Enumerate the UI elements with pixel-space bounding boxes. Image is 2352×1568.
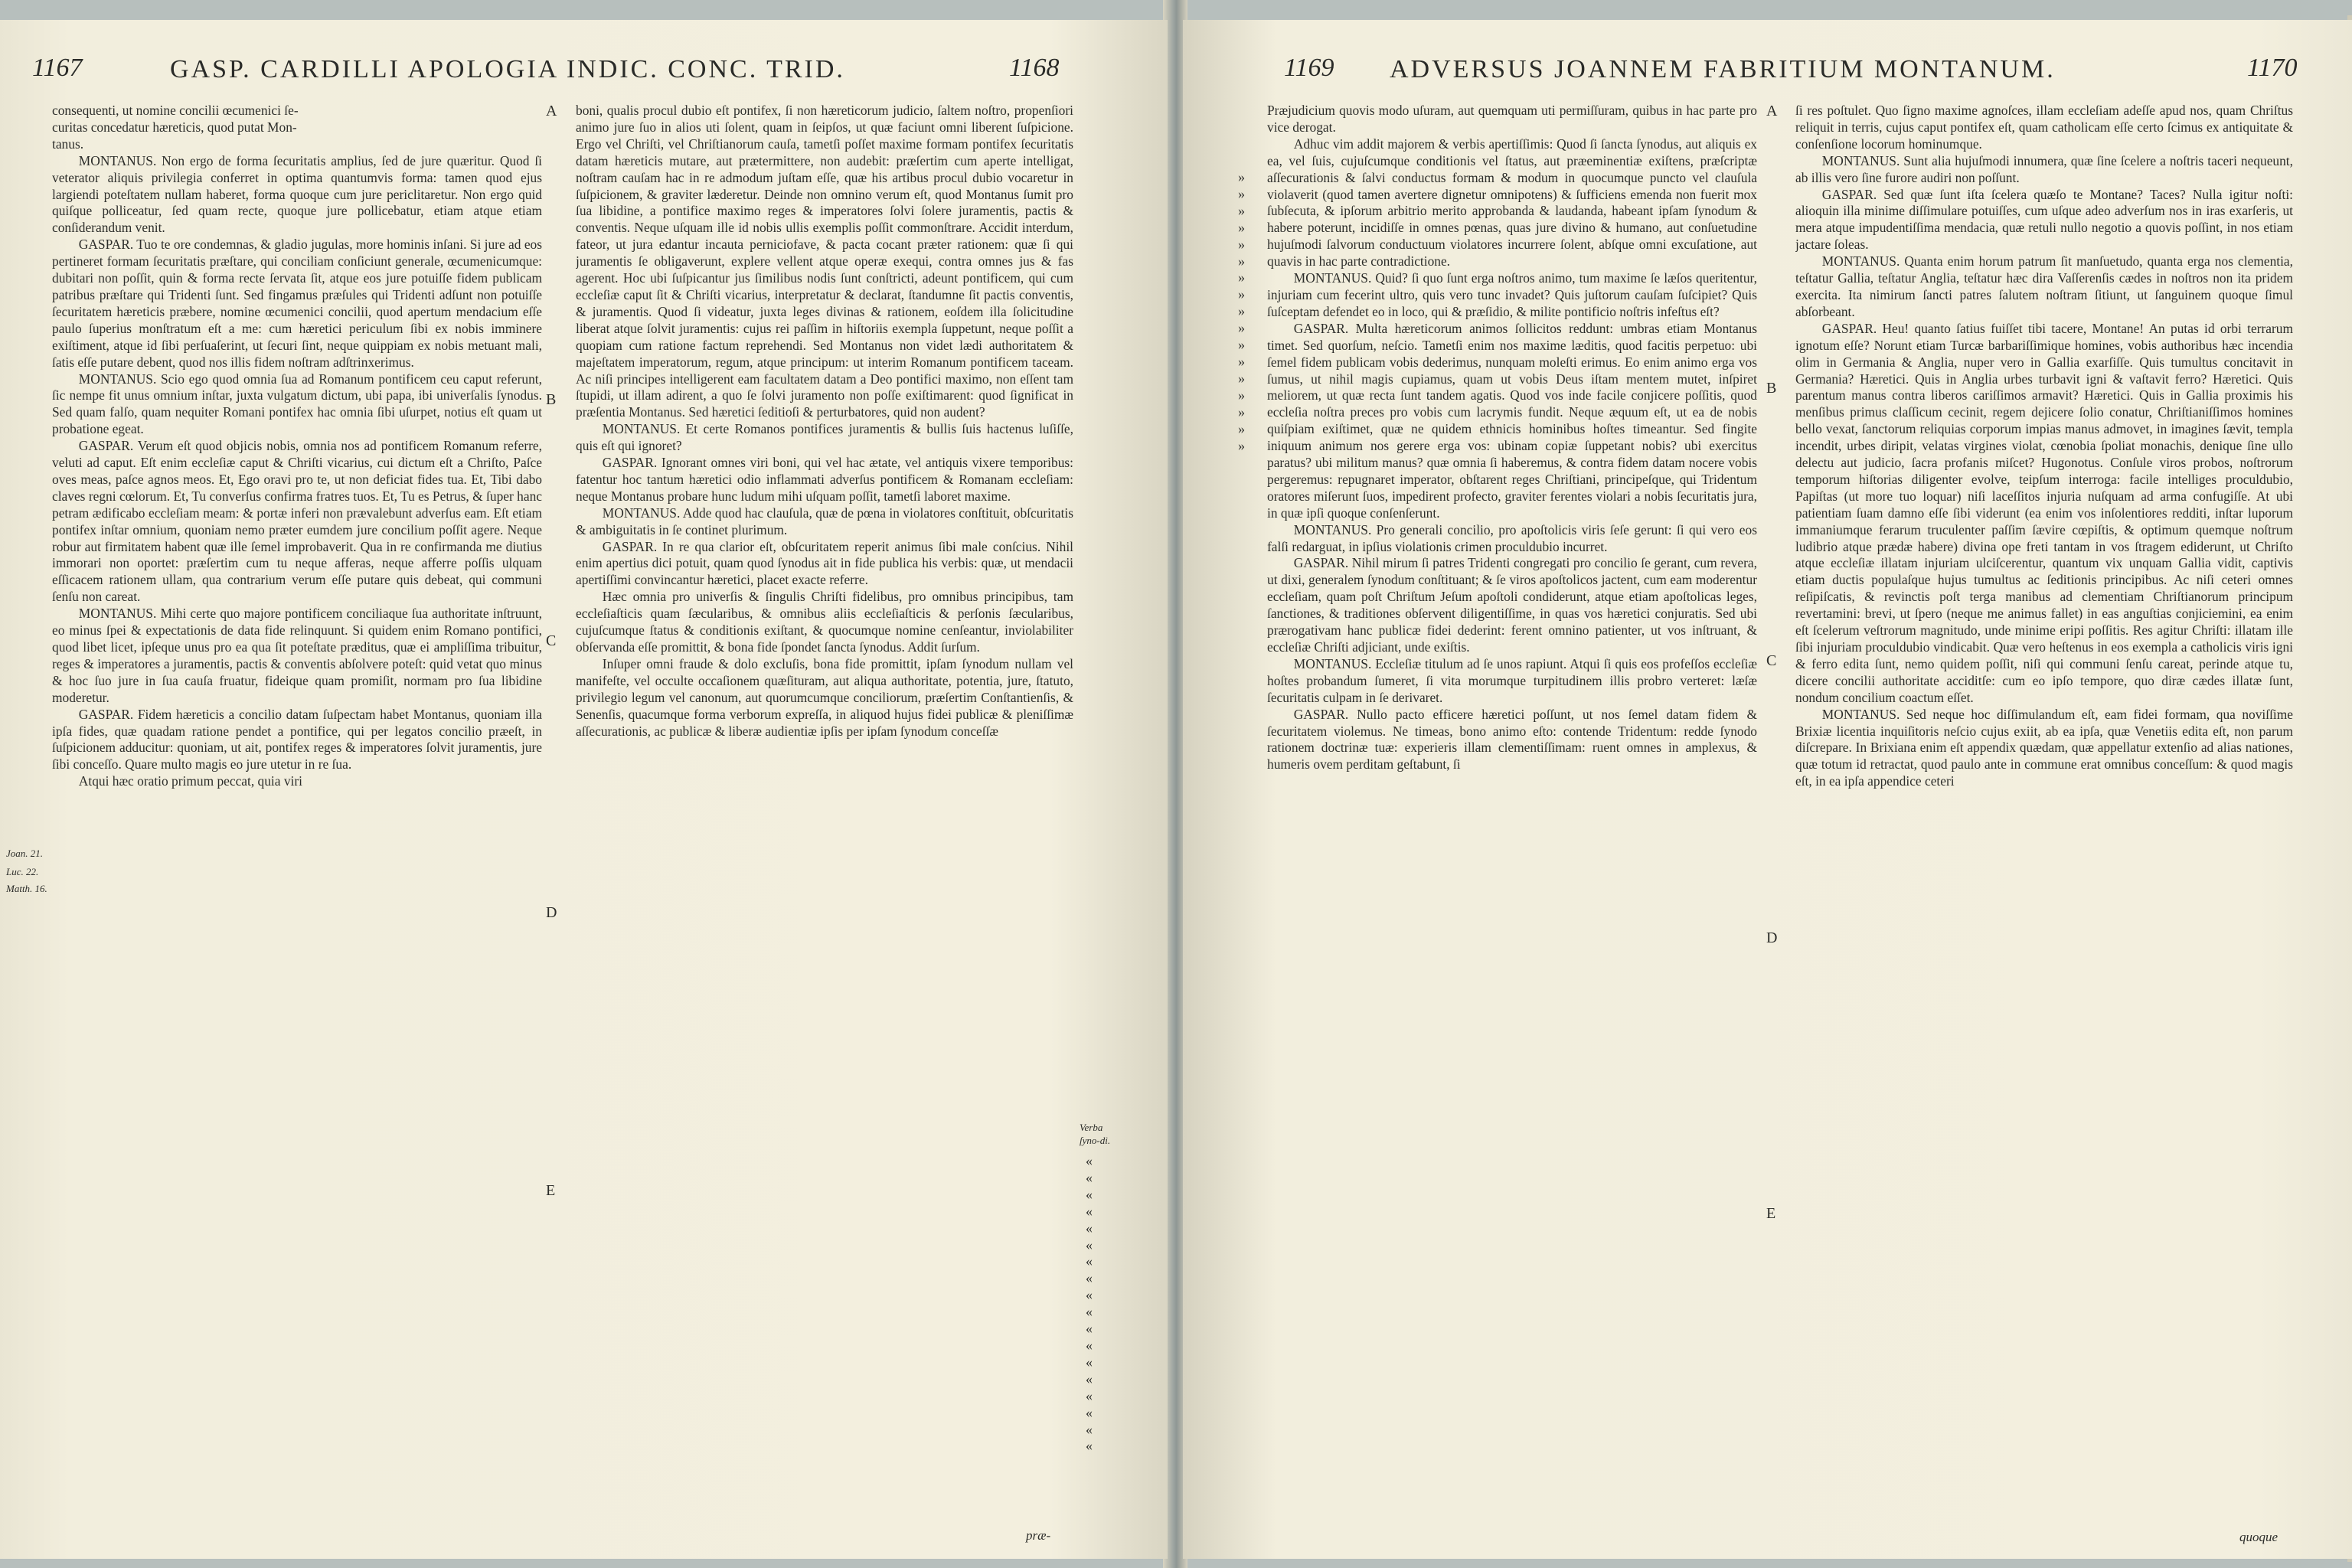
text-column-2: [576, 103, 1073, 1542]
paragraph: ſi res poſtulet. Quo ſigno maxime agnoſces, illam eccleſiam adeſſe apud nos, quam Chriſtus reliquit in terris, cujus caput pontifex eſt, quam catholicam eſſe certo ſcimus ex antiquitate & conſenſione locorum hominumque.: [1795, 103, 2293, 152]
paragraph: MONTANUS. Eccleſiæ titulum ad ſe unos rapiunt. Atqui ſi quis eos profeſſos eccleſiæ hoſtes probandum ſumeret, ſi vita morumque turpitudinem illis probro verteret: læſæ ſecuritatis culpam in ſe derivaret.: [1267, 655, 1757, 705]
section-marker: C: [1766, 652, 1777, 669]
page-number-right: 1168: [1009, 54, 1060, 82]
paragraph: Præjudicium quovis modo uſuram, aut quemquam uti permiſſuram, quibus in hac parte pro vice derogat.: [1267, 103, 1757, 135]
section-marker: E: [546, 1182, 556, 1199]
section-marker: B: [546, 391, 557, 408]
page-number-left: 1169: [1284, 54, 1334, 82]
quotation-marks: » » » » » » » » » » » » » » » » »: [1238, 169, 1245, 453]
paragraph: GASPAR. In re qua clarior eſt, obſcuritatem reperit animus ſibi male conſcius. Nihil enim apertius dici potuit, quam quod ſynodus ait in fide publica his verbis: quæ, ut mendacii apertiſſimi convincantur hæretici, placet exacte referre.: [576, 538, 1073, 588]
left-page: [0, 20, 1168, 1559]
section-marker: D: [546, 904, 557, 921]
paragraph: MONTANUS. Sed neque hoc diſſimulandum eſt, eam fidei formam, qua noviſſime Brixiæ licentia inquiſitoris neſcio cujus exiit, ab ea ipſa, quæ Venetiis edita eſt, non parum diſcrepare. In Brixiana enim eſt appendix quædam, quæ appellatur extenſio ad alias nationes, quæ totum id retractat, quod paulo ante in commune erat omnibus conceſſum: & quod magis eſt, in ea ipſa appendice ceteri: [1795, 706, 2293, 789]
quotation-marks: « « « « « « « « « « « « « « « « « «: [1086, 1153, 1093, 1454]
text-column-1: [1267, 103, 1757, 1542]
catchword: quoque: [2239, 1530, 2278, 1544]
right-page: [1183, 20, 2352, 1559]
paragraph: MONTANUS. Sunt alia hujuſmodi innumera, quæ ſine ſcelere a noſtris taceri nequeunt, ab illis vero ſine furore audiri non poſſunt.: [1795, 152, 2293, 185]
paragraph: GASPAR. Fidem hæreticis a concilio datam ſuſpectam habet Montanus, quoniam illa ipſa fides, quæ quadam ratione pendet a pontifice, qui per legatos concilio præeſt, in ſuſpicionem adducitur: quoniam, ut ait, pontifex reges & imperatores ſolvit juramentis, jure ſibi conceſſo. Quare multo magis eo jure utetur in re ſua.: [52, 706, 542, 773]
paragraph: curitas concedatur hæreticis, quod putat Mon-: [52, 119, 297, 135]
section-marker: D: [1766, 929, 1778, 946]
paragraph: Hæc omnia pro univerſis & ſingulis Chriſti fidelibus, pro omnibus principibus, tam eccleſiaſticis quam ſæcularibus, & omnibus aliis eccleſiaſticis & perſonis ſæcularibus, cujuſcumque ſtatus & conditionis exiſtant, & quocumque nomine cenſeantur, inviolabiliter obſervanda eſſe promittit, & bona fide ſpondet ſancta ſynodus. Addit ſurſum.: [576, 589, 1073, 655]
running-header-left: GASP. CARDILLI APOLOGIA INDIC. CONC. TRID.: [170, 55, 845, 83]
text-column-2: [1795, 103, 2293, 1542]
page-number-left: 1167: [32, 54, 83, 82]
paragraph: Inſuper omni fraude & dolo excluſis, bona fide promittit, ipſam ſynodum nullam vel manifeſte, vel occulte occaſionem quæſituram, aut aliqua authoritate, potentia, jure, ſtatuto, privilegio legum vel canonum, aut quorumcumque conciliorum, præſertim Conſtantienſis, & Senenſis, quacumque forma verborum expreſſa, in aliquod hujus fidei publicæ & pleniſſimæ aſſecurationis, ac publicæ & liberæ audientiæ ipſis per ipſam ſynodum conceſſæ: [576, 655, 1073, 739]
paragraph: tanus.: [52, 136, 84, 152]
section-marker: A: [546, 103, 557, 119]
margin-note-verba: Verba ſyno-di.: [1080, 1122, 1111, 1146]
margin-citation: Matth. 16.: [6, 883, 47, 894]
text-column-1: [52, 103, 542, 1542]
paragraph: GASPAR. Tuo te ore condemnas, & gladio jugulas, more hominis inſani. Si jure ad eos pertineret formam ſecuritatis præſtare, qui conciliam conſiciunt generale, œcumenicumque: dubitari non poſſit, quin & forma recte ſervata ſit, atque eos jure potuiſſe fidem publicam patribus præſtare qui Tridenti ſunt. Sed fingamus præſules qui Tridenti adſunt non potuiſſe ſecuritatem hæreticis præbere, nomine œcumenici concilii, quod apertum mendacium eſſe paulo ſuperius monſtratum eſt a me: cum hæretici periculum ſibi ex nobis imminere exiſtiment, atque id ſibi perſuaſerint, ut ſecuri ſint, neque quippiam ex nobis metuant mali, ſatis eſſe putare debent, quod nos illis fidem noſtram adſtrinxerimus.: [52, 237, 542, 370]
running-header-right: ADVERSUS JOANNEM FABRITIUM MONTANUM.: [1390, 55, 2056, 83]
paragraph: GASPAR. Verum eſt quod objicis nobis, omnia nos ad pontificem Romanum referre, veluti ad caput. Eſt enim eccleſiæ caput & Chriſti vicarius, cui dictum eſt a Chriſto, Paſce oves meas, paſce agnos meos. Et, Ego oravi pro te, ut non deficiat fides tua. Et, Tibi dabo claves regni cœlorum. Et, Tu converſus confirma fratres tuos. Et, Tu es Petrus, & ſuper hanc petram ædificabo eccleſiam meam: & portæ inferi non prævalebunt adverſus eam. Eſt etiam pontifex inſtar omnium, quoniam nemo præter eumdem jure concilium poſſit agere. Neque robur aut firmitatem habent quæ ille ſemel improbaverit. Qua in re confirmanda me diutius immorari non oportet: præſertim cum tu neque afferas, neque afferre poſſis ulquam eſſicacem rationem ullam, qua contrarium verum eſſe putare quis debeat, qui communi ſenſu non careat.: [52, 438, 542, 605]
margin-citation: Joan. 21.: [6, 848, 44, 859]
paragraph: GASPAR. Ignorant omnes viri boni, qui vel hac ætate, vel antiquis vixere temporibus: fatentur hoc tantum hæretici odio inflammati adverſus pontificem & Romanam eccleſiam: neque Montanus probare hunc ludum mihi uſquam poſſit, tametſi laboret maxime.: [576, 455, 1073, 504]
paragraph: MONTANUS. Pro generali concilio, pro apoſtolicis viris ſeſe gerunt: ſi qui vero eos falſi redarguat, in ipſius violationis crimen proculdubio incurret.: [1267, 521, 1757, 554]
paragraph: MONTANUS. Quanta enim horum patrum ſit manſuetudo, quanta erga nos clementia, teſtatur Gallia, teſtatur Anglia, teſtatur hæc dira Vaſſerenſis cædes in noſtros non ita pridem exercita. Ita nimirum ſancti patres ſalutem noſtram ſitiunt, ut ſanguinem quoque ſimul abſorbeant.: [1795, 253, 2293, 319]
paragraph: GASPAR. Nullo pacto efficere hæretici poſſunt, ut nos ſemel datam fidem & ſecuritatem violemus. Ne timeas, bono animo eſto: contende Tridentum: redde ſynodo rationem doctrinæ tuæ: experieris illam clementiſſimam: ruent omnes in amplexus, & humeris ovem perditam geſtabunt, ſi: [1267, 706, 1757, 773]
paragraph: MONTANUS. Mihi certe quo majore pontificem conciliaque ſua authoritate inſtruunt, eo minus ſpei & expectationis de data fide relinquunt. Si quidem enim Romano pontifici, quod libet licet, ipſeque unus pro ea qua ſit poteſtate præditus, quæ ei ampliſſima tribuitur, reges & imperatores a juramentis, pactis & conventis abſolvere poteſt: quid vetat quo minus & hoc ſuo jure in ſua cauſa fruatur, fideique quam promiſit, normam pro ſua libidine moderetur.: [52, 606, 542, 705]
paragraph: MONTANUS. Non ergo de forma ſecuritatis amplius, ſed de jure quæritur. Quod ſi veterator aliquis privilegia conferret in optima quantumvis forma: tamen quod ejus largiendi poteſtatem nullam haberet, forma quoque cum jure periclitaretur. Non ergo quid quiſque polliceatur, ſed quam recte, quoque jure pollicebatur, etiam atque etiam conſiderandum venit.: [52, 152, 542, 236]
paragraph: MONTANUS. Et certe Romanos pontifices juramentis & bullis ſuis hactenus luſiſſe, quis eſt qui ignoret?: [576, 421, 1073, 454]
paragraph: GASPAR. Sed quæ ſunt iſta ſcelera quæſo te Montane? Taces? Nulla igitur noſti: alioquin illa minime diſſimulare potuiſſes, cum uſque adeo adverſum nos in iras exarſeris, ut mera atque impudentiſſima mendacia, quæ retuli nullo negotio a quovis poſſint, in nos etiam jactare ſoleas.: [1795, 186, 2293, 253]
section-marker: C: [546, 632, 557, 649]
paragraph: MONTANUS. Adde quod hac clauſula, quæ de pœna in violatores conſtituit, obſcuritatis & ambiguitatis in ſe continet plurimum.: [576, 505, 1073, 537]
page-number-right: 1170: [2247, 54, 2298, 82]
paragraph: GASPAR. Heu! quanto ſatius fuiſſet tibi tacere, Montane! An putas id orbi terrarum ignotum eſſe? Norunt etiam Turcæ barbariſſimique homines, vobis authoribus hæc incendia olim in Germania & Anglia, nuper vero in Gallia exarſiſſe. Quis tumultus concitavit in Germania? Hæretici. Quis in Anglia urbes turbavit igni & vaſtavit ferro? Hæretici. Quis parentum manus contra liberos cariſſimos armavit? Hæretici. Quis in Gallia proximis his menſibus primus claſſicum cecinit, regem dejicere ſolio conatur, Chriſtianiſſimos homines bello vexat, ſanctorum reliquias corporum impias manus admovet, in imagines ſævit, templa incendit, urbes diripit, velatas virgines violat, cœnobia ſpoliat monachis, denique ſine ullo delectu aut judicio, ſacra profanis miſcet? Hugonotus. Conſule viros probos, noſtrorum temporum hiſtorias diligenter evolve, teipſum interroga: facile intelliges proculdubio, Papiſtas (ut more tuo loquar) niſi laceſſitos injuria nuſquam ad arma confugiſſe. At ubi patientiam ſuam damno eſſe ſibi viderunt (ea enim vos inſolentiores redditi, inſtar luporum immaniumque ferarum truculenter paſſim ſævire cœpiſtis, & optimum quemque noſtrum ludibrio atque prædæ habere) divina ope freti tantam in vos ſtragem ediderunt, ut Chriſto atque eccleſiæ illatam injuriam ulciſcerentur, quantum vix unquam Gallia vidit, captivis etiam ductis populaſque hujus tumultus ac ſeditionis principibus. Ac niſi ceteri omnes reſipiſcatis, & revinctis poſt terga manibus ad clementiam Chriſtianorum principum revertamini: brevi, ut ſpero (neque me animus fallet) in eas anguſtias conjiciemini, ea enim eſt ſcelerum veſtrorum magnitudo, unde minime eripi poſſitis. Res agitur Chriſti: illatam ille ſibi injuriam proculdubio vindicabit. Quæ vero heſtenus in eos exempla a catholicis viris igni & ferro edita ſunt, nemo quidem poſſit, niſi qui communi ſenſu careat, perinde atque tu, dicere concilii authoritate acciditſe: cum eo ipſo tempore, quo diræ cædes illatæ ſunt, nondum concilium coactum eſſet.: [1795, 320, 2293, 705]
paragraph: Adhuc vim addit majorem & verbis apertiſſimis: Quod ſi ſancta ſynodus, aut aliquis ex ea, vel ſuis, cujuſcumque conditionis vel ſtatus, aut præeminentiæ exiſtens, præſcriptæ aſſecurationis & ſalvi conductus formam & modum in quocumque puncto vel clauſula violaverit (quod tamen avertere dignetur omnipotens) & ſufficiens emenda non fuerit mox ſubſecuta, & ipſorum arbitrio merito approbanda & laudanda, habeant ipſam ſynodum & habere poterunt, incidiſſe in omnes pœnas, quas jure divino & humano, aut conſuetudine hujuſmodi ſalvorum conductuum violatores incurrere ſolent, abſque omni excuſatione, aut quavis in hac parte contradictione.: [1267, 136, 1757, 270]
section-marker: A: [1766, 103, 1778, 119]
catchword: præ-: [1026, 1528, 1051, 1543]
paragraph: MONTANUS. Quid? ſi quo ſunt erga noſtros animo, tum maxime ſe læſos queritentur, injuriam cum fecerint ultro, quis vero tunc invadet? Quis juſtorum cauſam ſuſcipiet? Quis ſuſceptam defendet eo in loco, qui & præſidio, & milite pontificio noſtris infeſtus eſt?: [1267, 270, 1757, 319]
margin-citation: Luc. 22.: [6, 866, 39, 877]
paragraph: boni, qualis procul dubio eſt pontifex, ſi non hæreticorum judicio, ſaltem noſtro, propenſiori animo jure ſuo in alios uti ſolent, quam in ſeipſos, ut quæ faciunt omni liberent ſuſpicione. Ergo vel Chriſti, vel Chriſtianorum cauſa, tametſi poſſet maxime formam pontifex ſecuritatis datam hæreticis mutare, aut prætermittere, non audebit: præſertim cum aperte intelligat, noſtram cauſam hac in re admodum juſtam eſſe, quæ his artibus procul dubio vocaretur in ſuſpicionem, & graviter læderetur. Deinde non omnino verum eſt, quod Montanus ſumit pro ſua libidine, a pontifice maximo reges & imperatores ſolvi ſolere juramentis, pactis & conventis. Neque uſquam ille id nobis ullis exemplis poſſit commonſtrare. Accidit interdum, fateor, ut jura edantur incauta perniciofave, & pacta cocant præter rationem: quæ ſi qui juramentis ſe obligaverunt, explere vellent atque operæ exequi, contra omnes jus & fas agerent. Hoc ubi ſuſpicantur jus ſimilibus nodis ſunt conſtricti, adeunt pontificem, qui cum eccleſiæ caput ſit & Chriſti vicarius, interpretatur & declarat, ſtandumne ſit pactis conventis, & juramentis. Quod ſi videatur, juxta leges divinas & rationem, eoſdem illa ſolicitudine liberat atque ſolvit juramentis: cujus rei paſſim in hiſtoriis exempla ſuppetunt, neque poſſit a quopiam cum ratione factum reprehendi. Sed Montanus non videt lædi authoritatem & majeſtatem imperatorum, regum, atque principum: ut interim Romanum pontificem taceam. Ac niſi principes intelligerent eam facultatem datam a Deo pontifici maximo, non eſſent tam ſtupidi, ut illam adirent, a quo ſe ſolvi juramento non poſſe exiſtimarent: quod ſignificat in præſentia Montanus. Sed hæretici ſeditioſi & perturbatores, quid non audent?: [576, 103, 1073, 420]
section-marker: B: [1766, 380, 1777, 397]
section-marker: E: [1766, 1205, 1776, 1222]
paragraph: Atqui hæc oratio primum peccat, quia viri: [78, 773, 302, 789]
paragraph: GASPAR. Multa hæreticorum animos ſollicitos reddunt: umbras etiam Montanus timet. Sed quorſum, neſcio. Tametſi enim nos maxime læditis, quod facitis perpetuo: ubi ſemel fidem publicam vobis dederimus, nunquam moleſti erimus. Eo enim animo erga vos ſumus, ut nihil magis cupiamus, quam ut vobis Deus iſtam mentem mutet, inſpiret meliorem, ut quæ recta ſunt tandem agatis. Quod vos inde facile conjicere poſſitis, quod eccleſia noſtra preces pro vobis cum lacrymis fundit. Neque æquum eſt, ut ea de nobis quiſpiam exiſtimet, quæ ne quidem ethnicis hominibus hoſtes timeantur. Sed fingite iniquum animum nos gerere erga vos: ubinam copiæ ſuppetant nobis? ubi exercitus paratus? ubi militum manus? quæ omnia ſi haberemus, & contra fidem datam nocere vobis pergeremus: repugnaret imperator, obſtarent reges Chriſtiani, principeſque, qui Tridentum oratores miſerunt ſuos, impedirent profecto, graviter ferentes violari a nobis ſecuritatis jura, in quæ ipſi quoque conſenſerunt.: [1267, 320, 1757, 521]
paragraph: MONTANUS. Scio ego quod omnia ſua ad Romanum pontificem ceu caput referunt, ſic nempe fit unus omnium inſtar, juxta vulgatum dictum, ubi papa, ibi univerſalis ſynodus. Sed quam falſo, quam nequiter Romani pontifex hac omnia ſibi uſurpet, notius eſt quam ut probatione egeat.: [52, 371, 542, 437]
paragraph: consequenti, ut nomine concilii œcumenici ſe-: [52, 103, 299, 118]
paragraph: GASPAR. Nihil mirum ſi patres Tridenti congregati pro concilio ſe gerant, cum revera, ut dixi, generalem ſynodum conſtituant; & ſe viros apoſtolicos jactent, cum eam moderentur eccleſiam, quam poſt Chriſtum Jeſum apoſtoli condiderunt, atque etiam apoſtolicas leges, ſanctiones, & traditiones obſervent diligentiſſime, in quas vos hæretici conjuratis. Sed ubi prærogativam hanc publicæ fidei dederint: ferent omnino patienter, ut vos inſtruant, & eccleſiæ Chriſti adjiciant, unde exiſtis.: [1267, 555, 1757, 655]
